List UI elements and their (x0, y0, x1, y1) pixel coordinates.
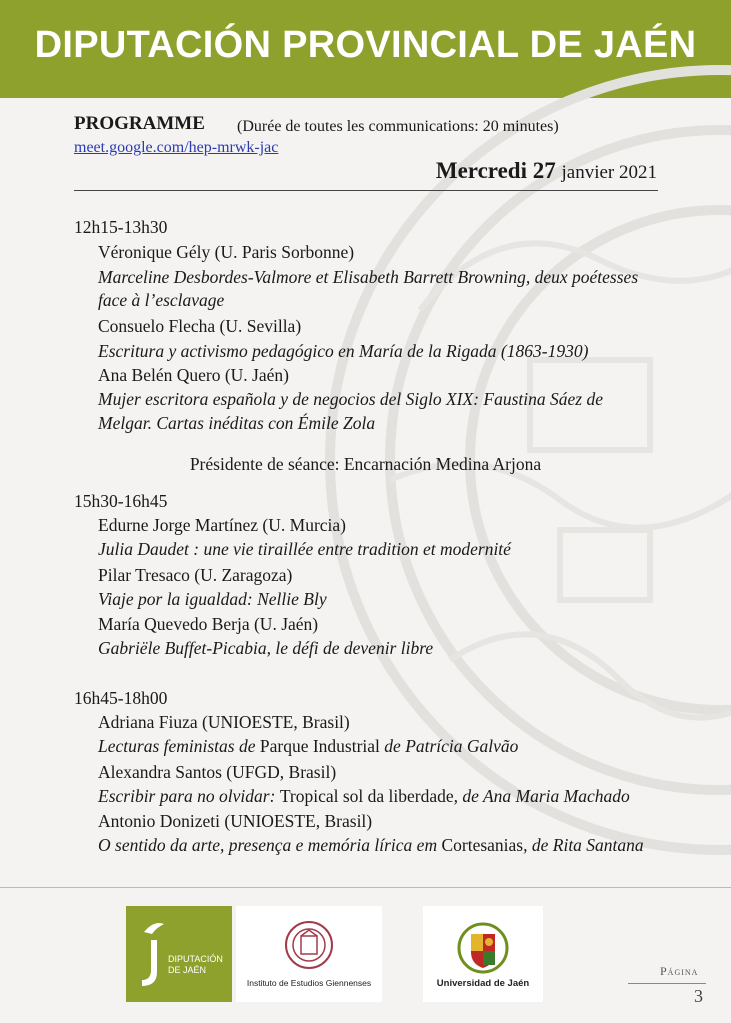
talk-title (98, 834, 644, 856)
universidad-logo (423, 906, 543, 1002)
talk-title-part: Lecturas feministas de (98, 736, 260, 756)
talk-title: Melgar. Cartas inéditas con Émile Zola (98, 413, 376, 433)
speaker: Antonio Donizeti (UNIOESTE, Brasil) (98, 811, 373, 831)
talk-title (98, 785, 630, 807)
page-label: Página (660, 964, 699, 978)
speaker: Adriana Fiuza (UNIOESTE, Brasil) (98, 712, 350, 732)
date-rest: janvier 2021 (561, 162, 657, 183)
page-label-rule (628, 983, 706, 984)
header-title: DIPUTACIÓN PROVINCIAL DE JAÉN (34, 24, 697, 66)
universidad-name: Universidad de Jaén (436, 978, 530, 989)
programme-label: PROGRAMME (74, 113, 205, 134)
work-title: Tropical sol da liberdade (279, 786, 454, 806)
universidad-shield-icon (457, 920, 509, 976)
speaker: Ana Belén Quero (U. Jaén) (98, 365, 289, 385)
talk-title: Viaje por la igualdad: Nellie Bly (98, 589, 327, 609)
date-divider (74, 190, 658, 191)
date-day: Mercredi 27 (435, 158, 556, 183)
meet-link[interactable]: meet.google.com/hep-mrwk-jac (74, 139, 279, 156)
session-time: 15h30-16h45 (74, 491, 168, 511)
diputacion-logo (126, 906, 232, 1002)
talk-title-part: Escribir para no olvidar: (98, 786, 280, 806)
talk-title: Julia Daudet : une vie tiraillée entre tradition et modernité (98, 539, 511, 559)
programme-note: (Durée de toutes les communications: 20 minutes) (237, 118, 559, 135)
talk-title-part: , de Ana Maria Machado (453, 786, 630, 806)
talk-title: Mujer escritora española y de negocios del Siglo XIX: Faustina Sáez de (98, 389, 603, 409)
talk-title-part: O sentido da arte, presença e memória lírica em (98, 835, 442, 855)
instituto-crest-icon (284, 918, 334, 972)
speaker: Edurne Jorge Martínez (U. Murcia) (98, 515, 346, 535)
work-title: Parque Industrial (259, 736, 380, 756)
session-chair: Présidente de séance: Encarnación Medina Arjona (189, 454, 542, 474)
session-time: 16h45-18h00 (74, 688, 168, 708)
talk-title-part: de Patrícia Galvão (379, 736, 519, 756)
speaker: Véronique Gély (U. Paris Sorbonne) (98, 242, 355, 262)
instituto-name: Instituto de Estudios Giennenses (246, 978, 372, 988)
talk-title: Escritura y activismo pedagógico en María de la Rigada (1863-1930) (98, 341, 589, 361)
speaker: Pilar Tresaco (U. Zaragoza) (98, 565, 293, 585)
talk-title (98, 735, 518, 757)
date-heading (436, 160, 657, 184)
work-title: Cortesanias (441, 835, 524, 855)
talk-title: Marceline Desbordes-Valmore et Elisabeth Barrett Browning, deux poétesses (98, 267, 639, 287)
diputacion-line1: DIPUTACIÓN (168, 954, 223, 964)
speaker: Consuelo Flecha (U. Sevilla) (98, 316, 302, 336)
diputacion-line2: DE JAÉN (168, 965, 207, 975)
diputacion-j-icon (138, 920, 166, 990)
footer-divider (0, 887, 731, 888)
speaker: Alexandra Santos (UFGD, Brasil) (98, 762, 337, 782)
speaker: María Quevedo Berja (U. Jaén) (98, 614, 319, 634)
instituto-logo (236, 906, 382, 1002)
talk-title-part: , de Rita Santana (523, 835, 644, 855)
talk-title: face à l’esclavage (98, 290, 225, 310)
session-time: 12h15-13h30 (74, 217, 168, 237)
talk-title: Gabriële Buffet-Picabia, le défi de devenir libre (98, 638, 434, 658)
page-number: 3 (694, 986, 703, 1006)
